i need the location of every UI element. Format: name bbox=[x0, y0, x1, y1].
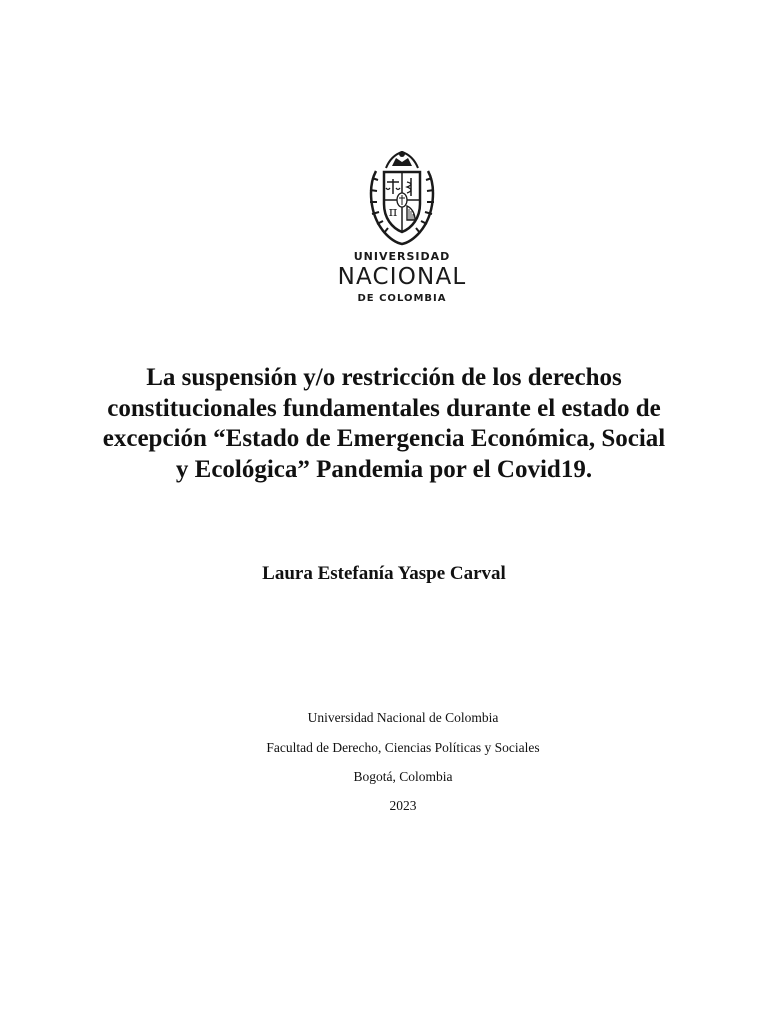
location: Bogotá, Colombia bbox=[353, 769, 453, 784]
author-name: Laura Estefanía Yaspe Carval bbox=[262, 563, 506, 584]
svg-text:π: π bbox=[388, 205, 398, 220]
year: 2023 bbox=[389, 798, 417, 813]
faculty-name: Facultad de Derecho, Ciencias Políticas y Sociales bbox=[266, 740, 540, 755]
university-logo bbox=[334, 146, 470, 312]
institution-name: Universidad Nacional de Colombia bbox=[307, 710, 499, 725]
university-crest-icon bbox=[366, 146, 438, 246]
logo-line-de-colombia: DE COLOMBIA bbox=[357, 293, 447, 304]
logo-line-universidad: UNIVERSIDAD bbox=[353, 250, 451, 263]
logo-line-nacional: NACIONAL bbox=[337, 264, 467, 290]
thesis-title: La suspensión y/o restricción de los derechos constitucionales fundamentales durante el estado de excepción “Estado de Emergencia Económica, Social y Ecológica” Pandemia por el Covid19. bbox=[102, 364, 666, 483]
